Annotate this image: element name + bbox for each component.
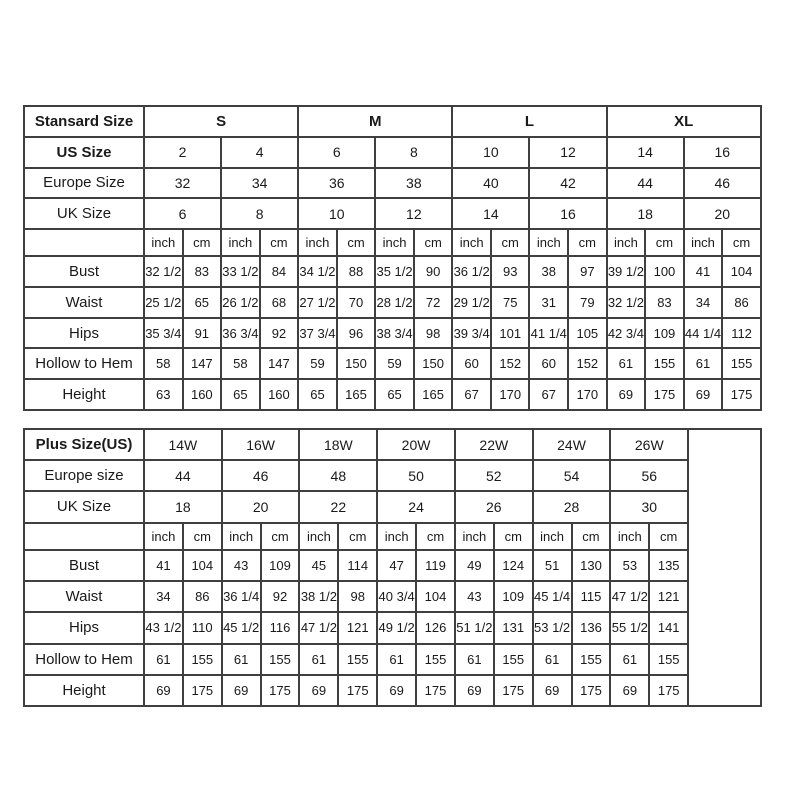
row-label bbox=[24, 229, 144, 256]
value-cell: 105 bbox=[568, 318, 607, 349]
value-cell: cm bbox=[183, 523, 222, 551]
value-cell: 10 bbox=[298, 198, 375, 229]
value-cell: 26 1/2 bbox=[221, 287, 260, 318]
value-cell: 69 bbox=[607, 379, 646, 410]
value-cell: 101 bbox=[491, 318, 530, 349]
value-cell: 98 bbox=[414, 318, 453, 349]
value-cell: 41 bbox=[684, 256, 723, 287]
value-cell: 46 bbox=[684, 168, 761, 199]
value-cell: inch bbox=[533, 523, 572, 551]
value-cell: 84 bbox=[260, 256, 299, 287]
value-cell: 38 bbox=[529, 256, 568, 287]
value-cell: 68 bbox=[260, 287, 299, 318]
value-cell: 155 bbox=[416, 644, 455, 675]
value-cell: 121 bbox=[338, 612, 377, 643]
value-cell: 45 1/2 bbox=[222, 612, 261, 643]
value-cell: 38 3/4 bbox=[375, 318, 414, 349]
value-cell: inch bbox=[607, 229, 646, 256]
value-cell: 83 bbox=[183, 256, 222, 287]
value-cell: 39 1/2 bbox=[607, 256, 646, 287]
table-row bbox=[24, 612, 761, 643]
row-label: US Size bbox=[24, 137, 144, 168]
value-cell: 59 bbox=[375, 348, 414, 379]
value-cell: 14 bbox=[607, 137, 684, 168]
value-cell: 6 bbox=[144, 198, 221, 229]
value-cell: 45 bbox=[299, 550, 338, 581]
table-row bbox=[24, 644, 761, 675]
value-cell: 70 bbox=[337, 287, 376, 318]
table-row bbox=[24, 429, 761, 460]
value-cell: 155 bbox=[722, 348, 761, 379]
value-cell: 55 1/2 bbox=[610, 612, 649, 643]
value-cell: 8 bbox=[375, 137, 452, 168]
value-cell: cm bbox=[261, 523, 300, 551]
value-cell: 47 bbox=[377, 550, 416, 581]
value-cell: 61 bbox=[684, 348, 723, 379]
value-cell: 175 bbox=[494, 675, 533, 706]
value-cell: 47 1/2 bbox=[299, 612, 338, 643]
value-cell: 114 bbox=[338, 550, 377, 581]
value-cell: 86 bbox=[183, 581, 222, 612]
value-cell: 135 bbox=[649, 550, 688, 581]
value-cell: 109 bbox=[645, 318, 684, 349]
value-cell: cm bbox=[416, 523, 455, 551]
value-cell: inch bbox=[299, 523, 338, 551]
value-cell: 155 bbox=[649, 644, 688, 675]
value-cell: 43 bbox=[222, 550, 261, 581]
value-cell: 36 1/4 bbox=[222, 581, 261, 612]
value-cell: inch bbox=[684, 229, 723, 256]
value-cell: 175 bbox=[645, 379, 684, 410]
value-cell: 22W bbox=[455, 429, 533, 460]
value-cell: 16W bbox=[222, 429, 300, 460]
value-cell: cm bbox=[722, 229, 761, 256]
value-cell: 40 bbox=[452, 168, 529, 199]
value-cell: inch bbox=[529, 229, 568, 256]
value-cell: 14W bbox=[144, 429, 222, 460]
value-cell: 92 bbox=[261, 581, 300, 612]
row-label: UK Size bbox=[24, 491, 144, 522]
value-cell: 75 bbox=[491, 287, 530, 318]
value-cell: 130 bbox=[572, 550, 611, 581]
value-cell: 14 bbox=[452, 198, 529, 229]
table-row bbox=[24, 256, 761, 287]
row-label bbox=[24, 523, 144, 551]
value-cell: 88 bbox=[337, 256, 376, 287]
value-cell: 60 bbox=[529, 348, 568, 379]
value-cell: 42 3/4 bbox=[607, 318, 646, 349]
value-cell: 39 3/4 bbox=[452, 318, 491, 349]
value-cell: cm bbox=[568, 229, 607, 256]
value-cell: 58 bbox=[221, 348, 260, 379]
value-cell: 61 bbox=[299, 644, 338, 675]
value-cell: 48 bbox=[299, 460, 377, 491]
value-cell: 20 bbox=[684, 198, 761, 229]
value-cell: 26W bbox=[610, 429, 688, 460]
standard-size-table bbox=[23, 105, 762, 411]
value-cell: 53 bbox=[610, 550, 649, 581]
value-cell: 69 bbox=[299, 675, 338, 706]
value-cell: 175 bbox=[416, 675, 455, 706]
row-label: Bust bbox=[24, 256, 144, 287]
value-cell: 36 1/2 bbox=[452, 256, 491, 287]
row-label: Stansard Size bbox=[24, 106, 144, 137]
table-row bbox=[24, 287, 761, 318]
value-cell: 150 bbox=[414, 348, 453, 379]
value-cell: 67 bbox=[529, 379, 568, 410]
value-cell: cm bbox=[183, 229, 222, 256]
value-cell: 175 bbox=[183, 675, 222, 706]
value-cell: 45 1/4 bbox=[533, 581, 572, 612]
value-cell: 32 1/2 bbox=[144, 256, 183, 287]
value-cell: 54 bbox=[533, 460, 611, 491]
value-cell: 46 bbox=[222, 460, 300, 491]
value-cell: inch bbox=[144, 523, 183, 551]
value-cell: 98 bbox=[338, 581, 377, 612]
value-cell: 61 bbox=[144, 644, 183, 675]
value-cell: 43 bbox=[455, 581, 494, 612]
value-cell: 41 1/4 bbox=[529, 318, 568, 349]
value-cell: 61 bbox=[222, 644, 261, 675]
value-cell: 56 bbox=[610, 460, 688, 491]
row-label: Hollow to Hem bbox=[24, 348, 144, 379]
row-label: Waist bbox=[24, 581, 144, 612]
value-cell: 175 bbox=[649, 675, 688, 706]
value-cell: 40 3/4 bbox=[377, 581, 416, 612]
table-row bbox=[24, 523, 761, 551]
value-cell: 97 bbox=[568, 256, 607, 287]
value-cell: 2 bbox=[144, 137, 221, 168]
value-cell: 8 bbox=[221, 198, 298, 229]
value-cell: 83 bbox=[645, 287, 684, 318]
value-cell: inch bbox=[298, 229, 337, 256]
value-cell: 35 1/2 bbox=[375, 256, 414, 287]
value-cell: 65 bbox=[375, 379, 414, 410]
value-cell: 69 bbox=[455, 675, 494, 706]
value-cell: 30 bbox=[610, 491, 688, 522]
value-cell: 152 bbox=[491, 348, 530, 379]
value-cell: inch bbox=[452, 229, 491, 256]
table-row bbox=[24, 379, 761, 410]
value-cell: 65 bbox=[221, 379, 260, 410]
value-cell: 33 1/2 bbox=[221, 256, 260, 287]
value-cell: 24W bbox=[533, 429, 611, 460]
value-cell: 67 bbox=[452, 379, 491, 410]
value-cell: 124 bbox=[494, 550, 533, 581]
value-cell: 141 bbox=[649, 612, 688, 643]
value-cell: 47 1/2 bbox=[610, 581, 649, 612]
value-cell: 52 bbox=[455, 460, 533, 491]
table-row bbox=[24, 198, 761, 229]
value-cell: 36 3/4 bbox=[221, 318, 260, 349]
value-cell: 24 bbox=[377, 491, 455, 522]
value-cell: 29 1/2 bbox=[452, 287, 491, 318]
value-cell: 115 bbox=[572, 581, 611, 612]
value-cell: 69 bbox=[222, 675, 261, 706]
value-cell: 32 bbox=[144, 168, 221, 199]
value-cell: cm bbox=[491, 229, 530, 256]
table-row bbox=[24, 348, 761, 379]
value-cell: 34 bbox=[684, 287, 723, 318]
value-cell: cm bbox=[645, 229, 684, 256]
value-cell: 170 bbox=[568, 379, 607, 410]
value-cell: 116 bbox=[261, 612, 300, 643]
row-label: Waist bbox=[24, 287, 144, 318]
value-cell: 51 1/2 bbox=[455, 612, 494, 643]
row-label: UK Size bbox=[24, 198, 144, 229]
value-cell: 92 bbox=[260, 318, 299, 349]
value-cell: 49 1/2 bbox=[377, 612, 416, 643]
value-cell: 104 bbox=[416, 581, 455, 612]
value-cell: 53 1/2 bbox=[533, 612, 572, 643]
value-cell: 44 1/4 bbox=[684, 318, 723, 349]
value-cell: 65 bbox=[183, 287, 222, 318]
table-row bbox=[24, 229, 761, 256]
table-row bbox=[24, 106, 761, 137]
row-label: Hollow to Hem bbox=[24, 644, 144, 675]
value-cell: 35 3/4 bbox=[144, 318, 183, 349]
value-cell: 155 bbox=[494, 644, 533, 675]
value-cell: cm bbox=[260, 229, 299, 256]
value-cell: 109 bbox=[261, 550, 300, 581]
value-cell: inch bbox=[144, 229, 183, 256]
value-cell: 18W bbox=[299, 429, 377, 460]
value-cell: 170 bbox=[491, 379, 530, 410]
value-cell: 65 bbox=[298, 379, 337, 410]
value-cell: 69 bbox=[377, 675, 416, 706]
value-cell: 38 bbox=[375, 168, 452, 199]
value-cell: cm bbox=[494, 523, 533, 551]
value-cell: 16 bbox=[684, 137, 761, 168]
value-cell: 12 bbox=[529, 137, 606, 168]
value-cell: 20 bbox=[222, 491, 300, 522]
value-cell: 175 bbox=[722, 379, 761, 410]
value-cell: 61 bbox=[533, 644, 572, 675]
row-label: Europe size bbox=[24, 460, 144, 491]
value-cell: 32 1/2 bbox=[607, 287, 646, 318]
row-label: Bust bbox=[24, 550, 144, 581]
value-cell: 100 bbox=[645, 256, 684, 287]
value-cell: 22 bbox=[299, 491, 377, 522]
value-cell: inch bbox=[375, 229, 414, 256]
value-cell: 96 bbox=[337, 318, 376, 349]
value-cell: 34 1/2 bbox=[298, 256, 337, 287]
value-cell: 58 bbox=[144, 348, 183, 379]
value-cell: 152 bbox=[568, 348, 607, 379]
value-cell: 41 bbox=[144, 550, 183, 581]
value-cell: 16 bbox=[529, 198, 606, 229]
value-cell: 121 bbox=[649, 581, 688, 612]
value-cell: inch bbox=[610, 523, 649, 551]
row-label: Hips bbox=[24, 318, 144, 349]
value-cell: 165 bbox=[414, 379, 453, 410]
value-cell: 104 bbox=[183, 550, 222, 581]
value-cell: 155 bbox=[261, 644, 300, 675]
table-row bbox=[24, 137, 761, 168]
value-cell: 69 bbox=[610, 675, 649, 706]
size-group-header: S bbox=[144, 106, 298, 137]
row-label: Hips bbox=[24, 612, 144, 643]
value-cell: 43 1/2 bbox=[144, 612, 183, 643]
plus-size-table bbox=[23, 428, 762, 707]
table-row bbox=[24, 675, 761, 706]
value-cell: 147 bbox=[260, 348, 299, 379]
value-cell: 175 bbox=[338, 675, 377, 706]
value-cell: 63 bbox=[144, 379, 183, 410]
table-row bbox=[24, 460, 761, 491]
value-cell: 60 bbox=[452, 348, 491, 379]
value-cell: 165 bbox=[337, 379, 376, 410]
value-cell: 20W bbox=[377, 429, 455, 460]
value-cell: 49 bbox=[455, 550, 494, 581]
size-group-header: L bbox=[452, 106, 606, 137]
value-cell: 110 bbox=[183, 612, 222, 643]
value-cell: 86 bbox=[722, 287, 761, 318]
value-cell: 61 bbox=[455, 644, 494, 675]
value-cell: 27 1/2 bbox=[298, 287, 337, 318]
value-cell: 91 bbox=[183, 318, 222, 349]
value-cell: 160 bbox=[183, 379, 222, 410]
table-row bbox=[24, 581, 761, 612]
value-cell: 155 bbox=[338, 644, 377, 675]
row-label: Europe Size bbox=[24, 168, 144, 199]
value-cell: cm bbox=[572, 523, 611, 551]
value-cell: 155 bbox=[183, 644, 222, 675]
value-cell: 175 bbox=[572, 675, 611, 706]
value-cell: 109 bbox=[494, 581, 533, 612]
value-cell: 44 bbox=[144, 460, 222, 491]
value-cell: 44 bbox=[607, 168, 684, 199]
value-cell: 90 bbox=[414, 256, 453, 287]
value-cell: 136 bbox=[572, 612, 611, 643]
value-cell: 18 bbox=[607, 198, 684, 229]
size-group-header: M bbox=[298, 106, 452, 137]
value-cell: cm bbox=[414, 229, 453, 256]
value-cell: 175 bbox=[261, 675, 300, 706]
value-cell: 4 bbox=[221, 137, 298, 168]
value-cell: 10 bbox=[452, 137, 529, 168]
value-cell: 34 bbox=[144, 581, 183, 612]
value-cell: 61 bbox=[607, 348, 646, 379]
value-cell: inch bbox=[222, 523, 261, 551]
value-cell: cm bbox=[337, 229, 376, 256]
value-cell: 160 bbox=[260, 379, 299, 410]
value-cell: inch bbox=[455, 523, 494, 551]
value-cell: inch bbox=[221, 229, 260, 256]
value-cell: 28 bbox=[533, 491, 611, 522]
size-group-header: XL bbox=[607, 106, 761, 137]
value-cell: cm bbox=[649, 523, 688, 551]
value-cell: 42 bbox=[529, 168, 606, 199]
row-label: Height bbox=[24, 675, 144, 706]
value-cell: 34 bbox=[221, 168, 298, 199]
value-cell: 155 bbox=[572, 644, 611, 675]
value-cell: 18 bbox=[144, 491, 222, 522]
value-cell: 79 bbox=[568, 287, 607, 318]
value-cell: 37 3/4 bbox=[298, 318, 337, 349]
value-cell: 104 bbox=[722, 256, 761, 287]
value-cell: 131 bbox=[494, 612, 533, 643]
value-cell: 69 bbox=[533, 675, 572, 706]
value-cell: 147 bbox=[183, 348, 222, 379]
value-cell: 26 bbox=[455, 491, 533, 522]
value-cell: 150 bbox=[337, 348, 376, 379]
table-row bbox=[24, 550, 761, 581]
value-cell: 155 bbox=[645, 348, 684, 379]
table-row bbox=[24, 318, 761, 349]
value-cell: 51 bbox=[533, 550, 572, 581]
value-cell: 69 bbox=[144, 675, 183, 706]
value-cell: 59 bbox=[298, 348, 337, 379]
value-cell: inch bbox=[377, 523, 416, 551]
value-cell: 126 bbox=[416, 612, 455, 643]
value-cell: 93 bbox=[491, 256, 530, 287]
value-cell: 6 bbox=[298, 137, 375, 168]
value-cell: cm bbox=[338, 523, 377, 551]
value-cell: 31 bbox=[529, 287, 568, 318]
value-cell: 36 bbox=[298, 168, 375, 199]
value-cell: 28 1/2 bbox=[375, 287, 414, 318]
value-cell: 72 bbox=[414, 287, 453, 318]
value-cell: 112 bbox=[722, 318, 761, 349]
value-cell: 61 bbox=[377, 644, 416, 675]
table-row bbox=[24, 168, 761, 199]
value-cell: 12 bbox=[375, 198, 452, 229]
value-cell: 61 bbox=[610, 644, 649, 675]
row-label: Height bbox=[24, 379, 144, 410]
row-label: Plus Size(US) bbox=[24, 429, 144, 460]
value-cell: 119 bbox=[416, 550, 455, 581]
value-cell: 38 1/2 bbox=[299, 581, 338, 612]
empty-spacer bbox=[688, 429, 761, 706]
value-cell: 25 1/2 bbox=[144, 287, 183, 318]
value-cell: 69 bbox=[684, 379, 723, 410]
table-row bbox=[24, 491, 761, 522]
value-cell: 50 bbox=[377, 460, 455, 491]
